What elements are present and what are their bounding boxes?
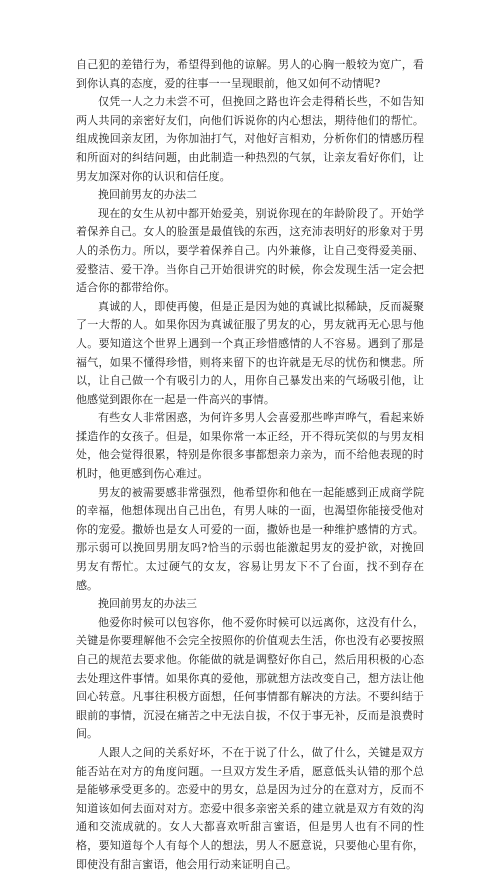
body-paragraph: 他爱你时候可以包容你，他不爱你时候可以远离你，这没有什么，关键是你要理解他不会完全按照你的价值观去生活，你也没有必要按照自己的规范去要求他。你能做的就是调整好你自己，然后用积极的心态去处理这件事情。如果你真的爱他，那就想方法改变自己，想方法让他回心转意。凡事往积极方面想，任何事情都有解决的方法。不要纠结于眼前的事情，沉浸在痛苦之中无法自拔，不仅于事无补，反而是浪费时间。 (76, 615, 424, 741)
body-paragraph: 男友的被需要感非常强烈，他希望你和他在一起能感到正成商学院的幸福，他想体现出自己出色，有男人味的一面，也渴望你能接受他对你的宠爱。撒娇也是女人可爱的一面，撒娇也是一种维护感情的方式。那示弱可以挽回男朋友吗?恰当的示弱也能激起男友的爱护欲，对挽回男友有帮忙。太过硬气的女友，容易让男友下不了台面，找不到存在感。 (76, 485, 424, 592)
body-paragraph: 现在的女生从初中都开始爱美，别说你现在的年龄阶段了。开始学着保养自己。女人的脸蛋是最值钱的东西，这充沛表明好的形象对于男人的杀伤力。所以，要学着保养自己。内外兼修，让自己变得爱美丽、爱整洁、爱干净。当你自己开始很讲究的时候，你会发现生活一定会把适合你的都带给你。 (76, 206, 424, 295)
body-paragraph: 有些女人非常困惑，为何许多男人会喜爱那些哗声哗气，看起来娇揉造作的女孩子。但是，如果你常一本正经，开不得玩笑似的与男友相处，他会觉得很累，特别是你很多事都想亲力亲为，而不给他表现的时机时，他更感到伤心难过。 (76, 411, 424, 481)
document-body (76, 56, 424, 874)
section-heading: 挽回前男友的办法三 (98, 597, 197, 611)
body-paragraph: 真诚的人，即使再傻，但是正是因为她的真诚比拟稀缺，反而凝聚了一大帮的人。如果你因为真诚征服了男友的心，男友就再无心思与他人。要知道这个世界上遇到一个真正珍惜感情的人不容易。遇到了那是福气，如果不懂得珍惜，则将来留下的也许就是无尽的忧伤和懊悲。所以，让自己做一个有吸引力的人，用你自己暴发出来的气场吸引他，让他感觉到跟你在一起是一件高兴的事情。 (76, 299, 424, 406)
body-paragraph: 仅凭一人之力未尝不可，但挽回之路也许会走得稍长些，不如告知两人共同的亲密好友们，向他们诉说你的内心想法，期待他们的帮忙。组成挽回亲友团，为你加油打气，对他好言相劝，分析你们的情感历程和所面对的纠结问题，由此制造一种热烈的气氛，让亲友看好你们，让男友加深对你的认识和信任度。 (76, 95, 424, 183)
body-paragraph: 自己犯的差错行为，希望得到他的谅解。男人的心胸一般较为宽广，看到你认真的态度，爱的往事一一呈现眼前，他又如何不动情呢? (76, 58, 424, 90)
body-paragraph: 人跟人之间的关系好坏，不在于说了什么，做了什么，关键是双方能否站在对方的角度问题。一旦双方发生矛盾，愿意低头认错的那个总是能够承受更多的。恋爱中的男女，总是因为过分的在意对方，反而不知道该如何去面对对方。恋爱中很多亲密关系的建立就是双方有效的沟通和交流成就的。女人大都喜欢听甜言蜜语，但是男人也有不同的性格，要知道每个人有每个人的想法，男人不愿意说，只要他心里有你，即使没有甜言蜜语，他会用行动来证明自己。 (76, 745, 424, 871)
section-heading: 挽回前男友的办法二 (98, 188, 197, 202)
